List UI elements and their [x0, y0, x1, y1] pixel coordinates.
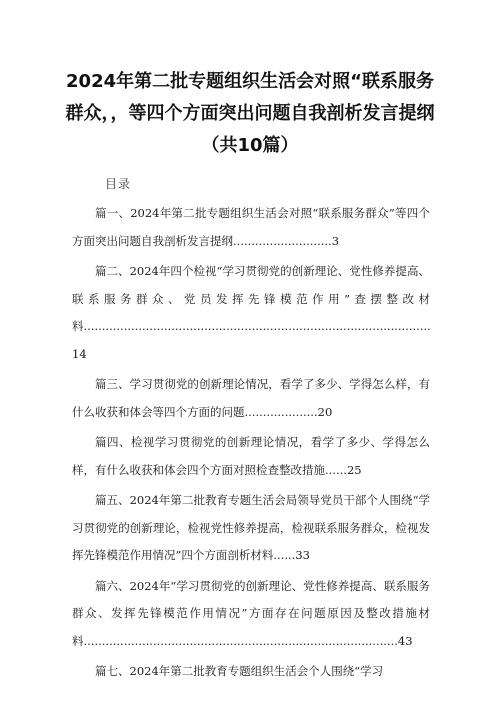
toc-entry[interactable] [72, 487, 430, 570]
toc-entry[interactable] [72, 429, 430, 484]
document-title: 2024年第二批专题组织生活会对照“联系服务群众，，等四个方面突出问题自我剖析发言提纲（共10篇） [65, 71, 435, 156]
toc-entry-page: 33 [295, 548, 310, 562]
toc-entry-text: 篇七、2024年第二批教育专题组织生活会个人围绕“学习 [95, 664, 384, 678]
toc-entry-leader: .................... [244, 404, 318, 419]
toc-entry-text: 篇六、2024年“学习贯彻党的创新理论、党性修养提高、联系服务群众、发挥先锋模范作用情况”方面存在问题原因及整改措施材料 [72, 578, 430, 648]
toc-entry-page: 43 [397, 633, 413, 648]
table-of-contents [72, 200, 430, 686]
toc-entry[interactable] [72, 200, 430, 255]
toc-entry-leader: ........................... [233, 233, 332, 248]
toc-entry-text: 篇五、2024年第二批教育专题生活会局领导党员干部个人围绕“学习贯彻党的创新理论，检视党性修养提高，检视联系服务群众，检视发挥先锋模范作用情况”四个方面剖析材料 [72, 493, 430, 562]
toc-entry-text: 篇二、2024年四个检视“学习贯彻党的创新理论、党性修养提高、联系服务群众、党员发挥先锋模范作用”查摆整改材料 [72, 264, 430, 333]
toc-entry-leader: ...................................................................................... [83, 633, 398, 648]
toc-entry[interactable] [72, 573, 430, 656]
toc-entry-text: 篇四、检视学习贯彻党的创新理论情况，看学了多少、学得怎么样，有什么收获和体会四个方面对照检查整改措施 [72, 435, 430, 477]
toc-entry-page: 20 [317, 404, 333, 419]
toc-entry-text: 篇一、2024年第二批专题组织生活会对照“联系服务群众”等四个方面突出问题自我剖析发言提纲 [72, 206, 430, 248]
toc-entry[interactable] [72, 371, 430, 426]
toc-entry-page: 25 [346, 462, 362, 477]
toc-entry-leader: ...... [273, 548, 296, 562]
toc-entry-page: 3 [331, 233, 340, 248]
toc-entry-text: 篇三、学习贯彻党的创新理论情况，看学了多少、学得怎么样，有什么收获和体会等四个方面的问题 [72, 377, 430, 419]
toc-entry[interactable] [72, 258, 430, 368]
toc-entry-leader: ............................................................................................... [83, 319, 431, 333]
toc-heading: 目录 [105, 177, 132, 191]
toc-entry-leader: ...... [325, 462, 347, 477]
toc-entry[interactable] [72, 658, 430, 686]
toc-entry-page: 14 [72, 346, 87, 361]
